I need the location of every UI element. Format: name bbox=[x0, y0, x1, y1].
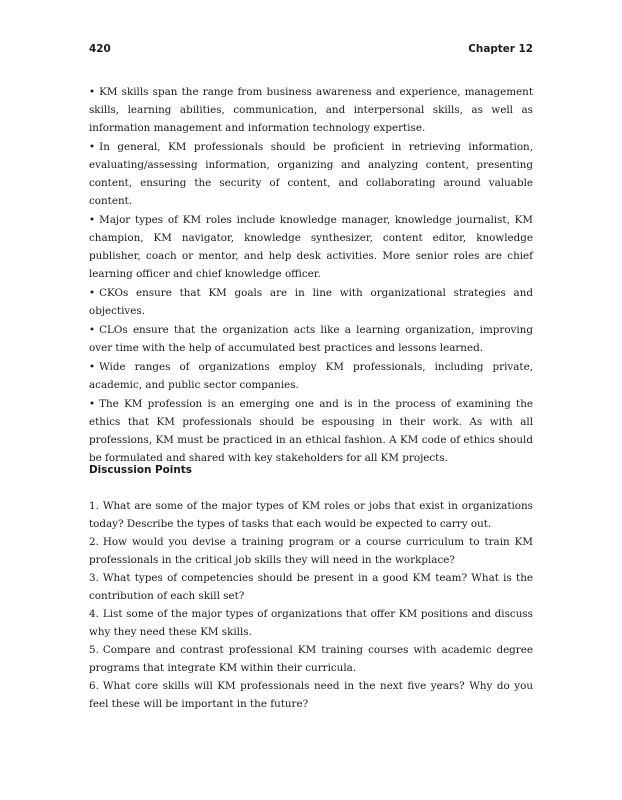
point-text: What are some of the major types of KM roles or jobs that exist in organizations today? Describe the types of tasks that each would be expected to carry out. bbox=[89, 500, 533, 530]
chapter-label: Chapter 12 bbox=[468, 43, 533, 55]
running-header bbox=[89, 41, 533, 57]
point-number: 5. bbox=[89, 644, 99, 656]
summary-item-text: Major types of KM roles include knowledge manager, knowledge journalist, KM champion, KM navigator, knowledge synthesizer, content editor, knowledge publisher, coach or mentor, and help desk activities. More senior roles are chief learning officer and chief knowledge officer. bbox=[89, 214, 533, 280]
point-number: 6. bbox=[89, 680, 99, 692]
discussion-point bbox=[89, 605, 533, 641]
summary-item-text: Wide ranges of organizations employ KM professionals, including private, academic, and public sector companies. bbox=[89, 361, 533, 391]
summary-item bbox=[89, 358, 533, 394]
discussion-point bbox=[89, 569, 533, 605]
summary-item-text: CKOs ensure that KM goals are in line with organizational strategies and objectives. bbox=[89, 287, 533, 317]
discussion-point bbox=[89, 677, 533, 713]
point-text: List some of the major types of organizations that offer KM positions and discuss why they need these KM skills. bbox=[89, 608, 533, 638]
summary-item bbox=[89, 284, 533, 320]
summary-item bbox=[89, 211, 533, 283]
discussion-point bbox=[89, 533, 533, 569]
page-number: 420 bbox=[89, 43, 111, 55]
discussion-points-heading: Discussion Points bbox=[89, 464, 192, 476]
summary-item bbox=[89, 395, 533, 467]
bullet-marker: • bbox=[89, 141, 96, 153]
discussion-points-list bbox=[89, 497, 533, 713]
summary-item-text: CLOs ensure that the organization acts like a learning organization, improving over time with the help of accumulated best practices and lessons learned. bbox=[89, 324, 533, 354]
discussion-point bbox=[89, 497, 533, 533]
point-text: Compare and contrast professional KM training courses with academic degree programs that integrate KM within their curricula. bbox=[89, 644, 533, 674]
bullet-marker: • bbox=[89, 287, 96, 299]
summary-item-text: KM skills span the range from business awareness and experience, management skills, learning abilities, communication, and interpersonal skills, as well as information management and information technology expertise. bbox=[89, 86, 533, 134]
bullet-marker: • bbox=[89, 86, 96, 98]
point-number: 2. bbox=[89, 536, 99, 548]
discussion-point bbox=[89, 641, 533, 677]
point-number: 1. bbox=[89, 500, 99, 512]
point-number: 3. bbox=[89, 572, 99, 584]
point-text: How would you devise a training program or a course curriculum to train KM professionals in the critical job skills they will need in the workplace? bbox=[89, 536, 533, 566]
summary-item bbox=[89, 138, 533, 210]
bullet-marker: • bbox=[89, 398, 96, 410]
point-number: 4. bbox=[89, 608, 99, 620]
chapter-summary-list bbox=[89, 83, 533, 468]
summary-item bbox=[89, 83, 533, 137]
bullet-marker: • bbox=[89, 214, 96, 226]
summary-item bbox=[89, 321, 533, 357]
bullet-marker: • bbox=[89, 324, 96, 336]
point-text: What types of competencies should be present in a good KM team? What is the contribution of each skill set? bbox=[89, 572, 533, 602]
point-text: What core skills will KM professionals need in the next five years? Why do you feel these will be important in the future? bbox=[89, 680, 533, 710]
summary-item-text: In general, KM professionals should be proficient in retrieving information, evaluating/assessing information, organizing and analyzing content, presenting content, ensuring the security of content, and collaborating around valuable content. bbox=[89, 141, 533, 207]
bullet-marker: • bbox=[89, 361, 96, 373]
summary-item-text: The KM profession is an emerging one and is in the process of examining the ethics that KM professionals should be espousing in their work. As with all professions, KM must be practiced in an ethical fashion. A KM code of ethics should be formulated and shared with key stakeholders for all KM projects. bbox=[89, 398, 533, 464]
